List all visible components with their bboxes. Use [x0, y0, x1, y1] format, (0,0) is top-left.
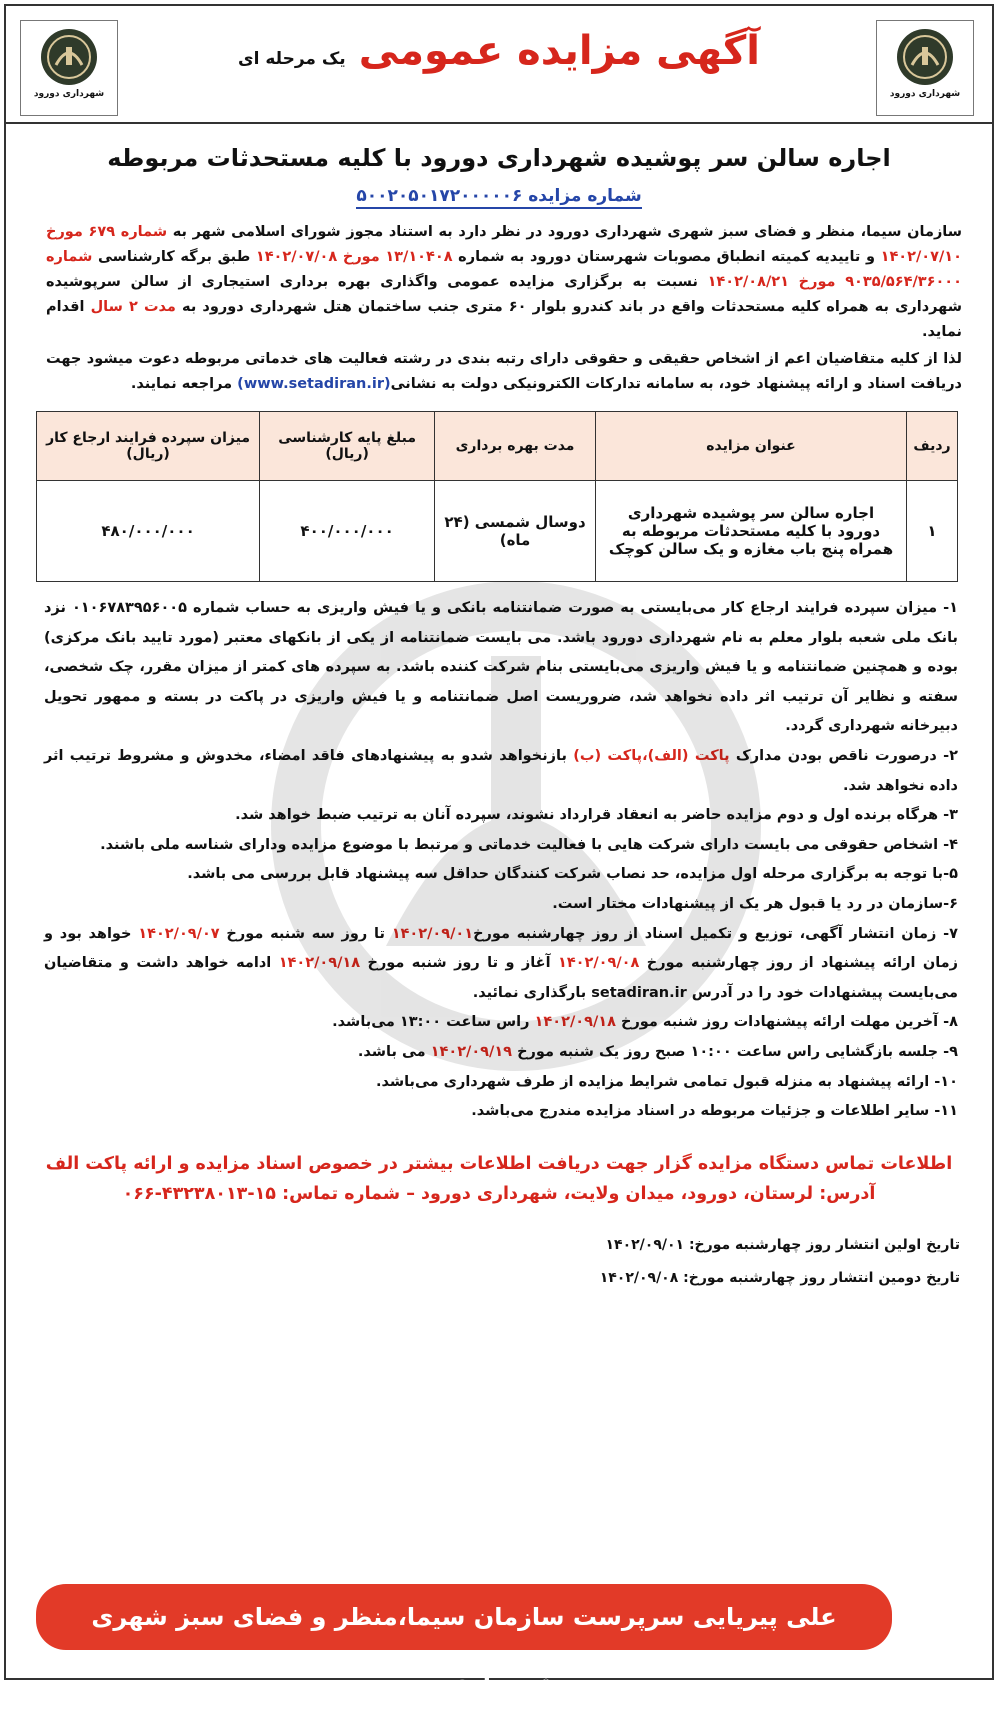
- condition-item: ۱- میزان سپرده فرایند ارجاع کار می‌بایستی به صورت ضمانتنامه بانکی و یا فیش واریزی به حساب شماره ۰۱۰۶۷۸۳۹۵۶۰۰۵ نزد بانک ملی شعبه بلوار معلم به نام شهرداری دورود باشد. می بایست ضمانتنامه از یکی از بانکهای معتبر (مورد تایید بانک مرکزی) بوده و همچنین ضمانتنامه و یا فیش واریزی می‌بایستی بنام شرکت کننده باشد. به سپرده های کمتر از میزان مقرر، چک شخصی، سفته و نظایر آن ترتیب اثر داده نخواهد شد، ضروریست اصل ضمانتنامه و یا فیش واریزی در پاکت در بسته و ممهور تحویل دبیرخانه شهرداری گردد.: [44, 600, 958, 735]
- col-header-title: عنوان مزایده: [596, 412, 907, 481]
- condition-item: ۹- جلسه بازگشایی راس ساعت ۱۰:۰۰ صبح روز یک شنبه مورخ ۱۴۰۲/۰۹/۱۹ می باشد.: [357, 1043, 958, 1060]
- first-publication-date: تاریخ اولین انتشار روز چهارشنبه مورخ: ۱۴۰۲/۰۹/۰۱: [605, 1236, 960, 1253]
- auction-table: [36, 411, 958, 582]
- contact-address: آدرس: لرستان، دورود، میدان ولایت، شهرداری دورود – شماره تماس: ۱۵-۴۳۲۳۸۰۱۳-۰۶۶: [122, 1183, 876, 1204]
- row-duration: دوسال شمسی (۲۴ ماه): [435, 481, 596, 582]
- condition-item: ۵-با توجه به برگزاری مرحله اول مزایده، حد نصاب شرکت کنندگان حداقل سه پیشنهاد قابل بررسی می باشد.: [187, 866, 958, 883]
- municipality-emblem-icon: [39, 27, 99, 87]
- notice-title: [136, 28, 862, 74]
- col-header-base-price: مبلغ پایه کارشناسی (ریال): [260, 412, 435, 481]
- second-publication-date: تاریخ دومین انتشار روز چهارشنبه مورخ: ۱۴۰۲/۰۹/۰۸: [599, 1269, 960, 1286]
- condition-item: ۶-سازمان در رد یا قبول هر یک از پیشنهادات مختار است.: [552, 895, 958, 912]
- auction-notice: [4, 4, 994, 1697]
- invite-paragraph: لذا از کلیه متقاضیان اعم از اشخاص حقیقی و حقوقی دارای رتبه بندی در رشته فعالیت های خدماتی مربوطه دعوت میشود جهت دریافت اسناد و ارائه پیشنهاد خود، به سامانه تدارکات الکترونیکی دولت به نشانی(www.setadiran.ir) مراجعه نمایند.: [46, 351, 962, 392]
- condition-item: ۷- زمان انتشار آگهی، توزیع و تکمیل اسناد از روز چهارشنبه مورخ۱۴۰۲/۰۹/۰۱ تا روز سه شنبه مورخ ۱۴۰۲/۰۹/۰۷ خواهد بود و زمان ارائه پیشنهاد از روز چهارشنبه مورخ ۱۴۰۲/۰۹/۰۸ آغاز و تا روز شنبه مورخ ۱۴۰۲/۰۹/۱۸ ادامه خواهد داشت و متقاضیان می‌بایست پیشنهادات خود را در آدرس setadiran.ir بارگذاری نمائید.: [44, 925, 958, 1001]
- condition-item: ۸- آخرین مهلت ارائه پیشنهادات روز شنبه مورخ ۱۴۰۲/۰۹/۱۸ راس ساعت ۱۳:۰۰ می‌باشد.: [332, 1014, 958, 1031]
- row-title: اجاره سالن سر پوشیده شهرداری دورود با کلیه مستحدثات مربوطه به همراه پنج باب مغازه و یک سالن کوچک: [596, 481, 907, 582]
- table-header-row: [37, 412, 958, 481]
- condition-item: ۴- اشخاص حقوقی می بایست دارای شرکت هایی با فعالیت خدماتی و مرتبط با موضوع مزایده ودارای شناسه ملی باشند.: [100, 836, 958, 853]
- signature-banner: علی پیریایی سرپرست سازمان سیما،منظر و فضای سبز شهری شهرداری دورود: [36, 1584, 892, 1650]
- logo-caption: شهرداری دورود: [33, 89, 105, 99]
- condition-item: ۱۱- سایر اطلاعات و جزئیات مربوطه در اسناد مزایده مندرج می‌باشد.: [471, 1103, 958, 1120]
- municipality-logo-left: [20, 20, 118, 116]
- subtitle: اجاره سالن سر پوشیده شهرداری دورود با کلیه مستحدثات مربوطه: [107, 144, 891, 172]
- auction-number: شماره مزایده ۵۰۰۲۰۵۰۱۷۲۰۰۰۰۰۶: [6, 186, 992, 206]
- intro-paragraph: سازمان سیما، منظر و فضای سبز شهری شهرداری دورود در نظر دارد به استناد مجوز شورای اسلامی شهر به شماره ۶۷۹ مورخ ۱۴۰۲/۰۷/۱۰ و تاییدیه کمیته انطباق مصوبات شهرستان دورود به شماره ۱۳/۱۰۴۰۸ مورخ ۱۴۰۲/۰۷/۰۸ طبق برگه کارشناسی شماره ۹۰۳۵/۵۶۴/۳۶۰۰۰ مورخ ۱۴۰۲/۰۸/۲۱ نسبت به برگزاری مزایده عمومی واگذاری بهره برداری استیجاری از سالن سرپوشیده شهرداری به همراه کلیه مستحدثات واقع در باند کندرو بلوار ۶۰ متری جنب ساختمان هتل شهرداری دورود به مدت ۲ سال اقدام نماید.: [46, 224, 962, 340]
- municipality-logo-right: [876, 20, 974, 116]
- main-title: آگهی مزایده عمومی: [358, 28, 760, 74]
- contact-heading: اطلاعات تماس دستگاه مزایده گزار جهت دریافت اطلاعات بیشتر در خصوص اسناد مزایده و ارائه پاکت الف: [45, 1153, 953, 1174]
- condition-item: ۲- درصورت ناقص بودن مدارک پاکت (الف)،پاکت (ب) بازنخواهد شدو به پیشنهادهای فاقد امضاء، مخدوش و مشروط ترتیب اثر داده نخواهد شد.: [44, 747, 958, 794]
- col-header-deposit: میزان سپرده فرایند ارجاع کار (ریال): [37, 412, 260, 481]
- condition-item: ۳- هرگاه برنده اول و دوم مزایده حاضر به انعقاد قرارداد نشوند، سپرده آنان به ترتیب ضبط خواهد شد.: [235, 807, 958, 824]
- table-row: [37, 481, 958, 582]
- condition-item: ۱۰- ارائه پیشنهاد به منزله قبول تمامی شرایط مزایده از طرف شهرداری می‌باشد.: [375, 1073, 958, 1090]
- header: [6, 6, 992, 124]
- title-suffix: یک مرحله ای: [238, 49, 346, 69]
- row-number: ۱: [907, 481, 958, 582]
- col-header-duration: مدت بهره برداری: [435, 412, 596, 481]
- publication-dates: [6, 1229, 992, 1295]
- logo-caption: شهرداری دورود: [889, 89, 961, 99]
- row-deposit: ۴۸۰/۰۰۰/۰۰۰: [37, 481, 260, 582]
- setadiran-address[interactable]: setadiran.ir: [591, 984, 687, 1001]
- municipality-emblem-icon: [895, 27, 955, 87]
- conditions-list: [6, 594, 992, 1127]
- col-header-row-number: ردیف: [907, 412, 958, 481]
- contact-info: [6, 1149, 992, 1209]
- row-base-price: ۴۰۰/۰۰۰/۰۰۰: [260, 481, 435, 582]
- setadiran-link[interactable]: (www.setadiran.ir): [237, 376, 391, 392]
